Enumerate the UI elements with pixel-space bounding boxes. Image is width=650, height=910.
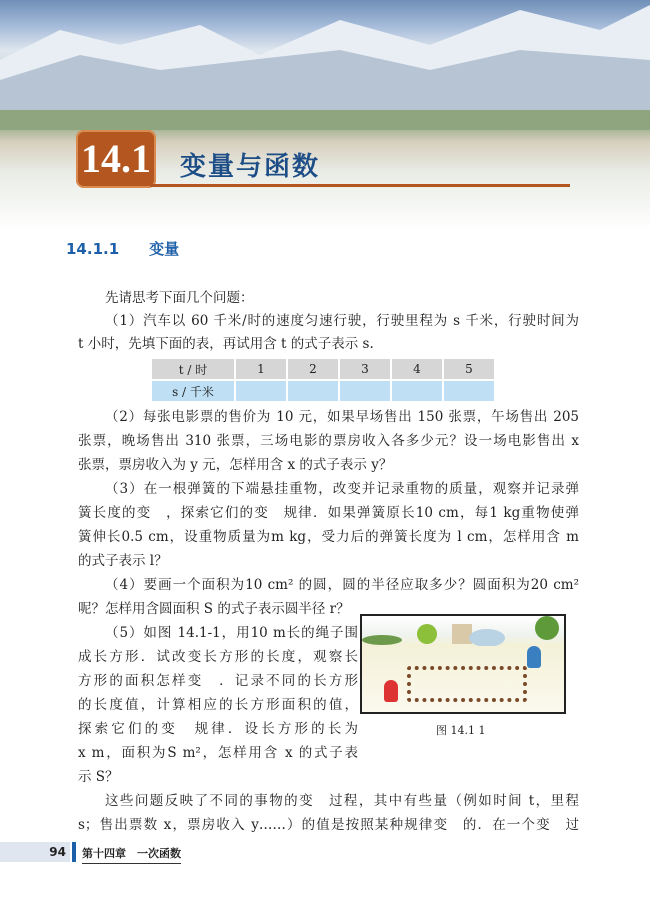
page-number: 94 — [0, 842, 70, 862]
text-line: （4）要画一个面积为10 cm² 的圆，圆的半径应取多少？圆面积为20 cm² — [105, 577, 579, 593]
text-line: （5）如图 14.1-1，用10 m长的绳子围 — [105, 625, 358, 641]
text-line: 示 S？ — [78, 769, 119, 785]
table-row-header: s / 千米 — [152, 381, 234, 401]
footer-chapter: 第十四章 一次函数 — [82, 845, 181, 864]
footer-divider — [72, 842, 76, 862]
text-line: 这些问题反映了不同的事物的变 过程，其中有些量（例如时间 t，里程 — [105, 793, 579, 809]
text-line: （3）在一根弹簧的下端悬挂重物，改变并记录重物的质量，观察并记录弹 — [105, 481, 579, 497]
section-badge: 14.1 — [76, 130, 156, 188]
text-line: 方形的面积怎样变 ．记录不同的长方形 — [78, 673, 358, 689]
text-line: s；售出票数 x，票房收入 y……）的值是按照某种规律变 的．在一个变 过 — [78, 817, 579, 833]
table-cell — [288, 381, 338, 401]
table-cell — [236, 381, 286, 401]
mountain-illustration — [0, 0, 650, 130]
subsection-heading — [66, 238, 179, 259]
child-figure-icon — [384, 680, 398, 702]
figure-rope-rectangle — [360, 614, 566, 714]
chapter-title: 变量与函数 — [180, 152, 321, 182]
text-line: 成长方形．试改变长方形的长度，观察长 — [78, 649, 358, 665]
text-line: 的长度值，计算相应的长方形面积的值， — [78, 697, 358, 713]
figure-caption: 图 14.1 1 — [436, 724, 486, 737]
table-header-cell: 2 — [288, 359, 338, 379]
table-header-cell: 4 — [392, 359, 442, 379]
text-line: t 小时，先填下面的表，再试用含 t 的式子表示 s. — [78, 336, 374, 352]
text-line: 张票，票房收入为 y 元，怎样用含 x 的式子表示 y？ — [78, 457, 393, 473]
text-line: 簧伸长0.5 cm，设重物质量为m kg，受力后的弹簧长度为 l cm，怎样用含 m — [78, 529, 579, 545]
table-header-cell: 1 — [236, 359, 286, 379]
landscape-banner — [0, 0, 650, 230]
rope-rectangle — [407, 666, 527, 702]
intro-text: 先请思考下面几个问题： — [105, 290, 254, 306]
text-line: 呢？怎样用含圆面积 S 的式子表示圆半径 r？ — [78, 601, 350, 617]
text-line: 的式子表示 l？ — [78, 553, 168, 569]
text-line: 探索它们的变 规律．设长方形的长为 — [78, 721, 358, 737]
title-rule — [150, 184, 570, 187]
park-background-icon — [362, 616, 564, 646]
subsection-title: 变量 — [149, 240, 180, 258]
table-cell — [392, 381, 442, 401]
table-header-cell: 5 — [444, 359, 494, 379]
text-line: 簧长度的变 ，探索它们的变 规律．如果弹簧原长10 cm，每1 kg重物使弹 — [78, 505, 579, 521]
table-cell — [340, 381, 390, 401]
child-figure-icon — [527, 646, 541, 668]
table-header-cell: 3 — [340, 359, 390, 379]
distance-table — [150, 357, 496, 403]
text-line: 张票，晚场售出 310 张票，三场电影的票房收入各多少元？设一场电影售出 x — [78, 433, 579, 449]
text-line: （1）汽车以 60 千米/时的速度匀速行驶，行驶里程为 s 千米，行驶时间为 — [105, 313, 579, 329]
table-cell — [444, 381, 494, 401]
text-line: x m，面积为S m²，怎样用含 x 的式子表 — [78, 745, 358, 761]
text-line: （2）每张电影票的售价为 10 元，如果早场售出 150 张票，午场售出 205 — [105, 409, 579, 425]
table-header-cell: t / 时 — [152, 359, 234, 379]
subsection-number: 14.1.1 — [66, 240, 120, 258]
